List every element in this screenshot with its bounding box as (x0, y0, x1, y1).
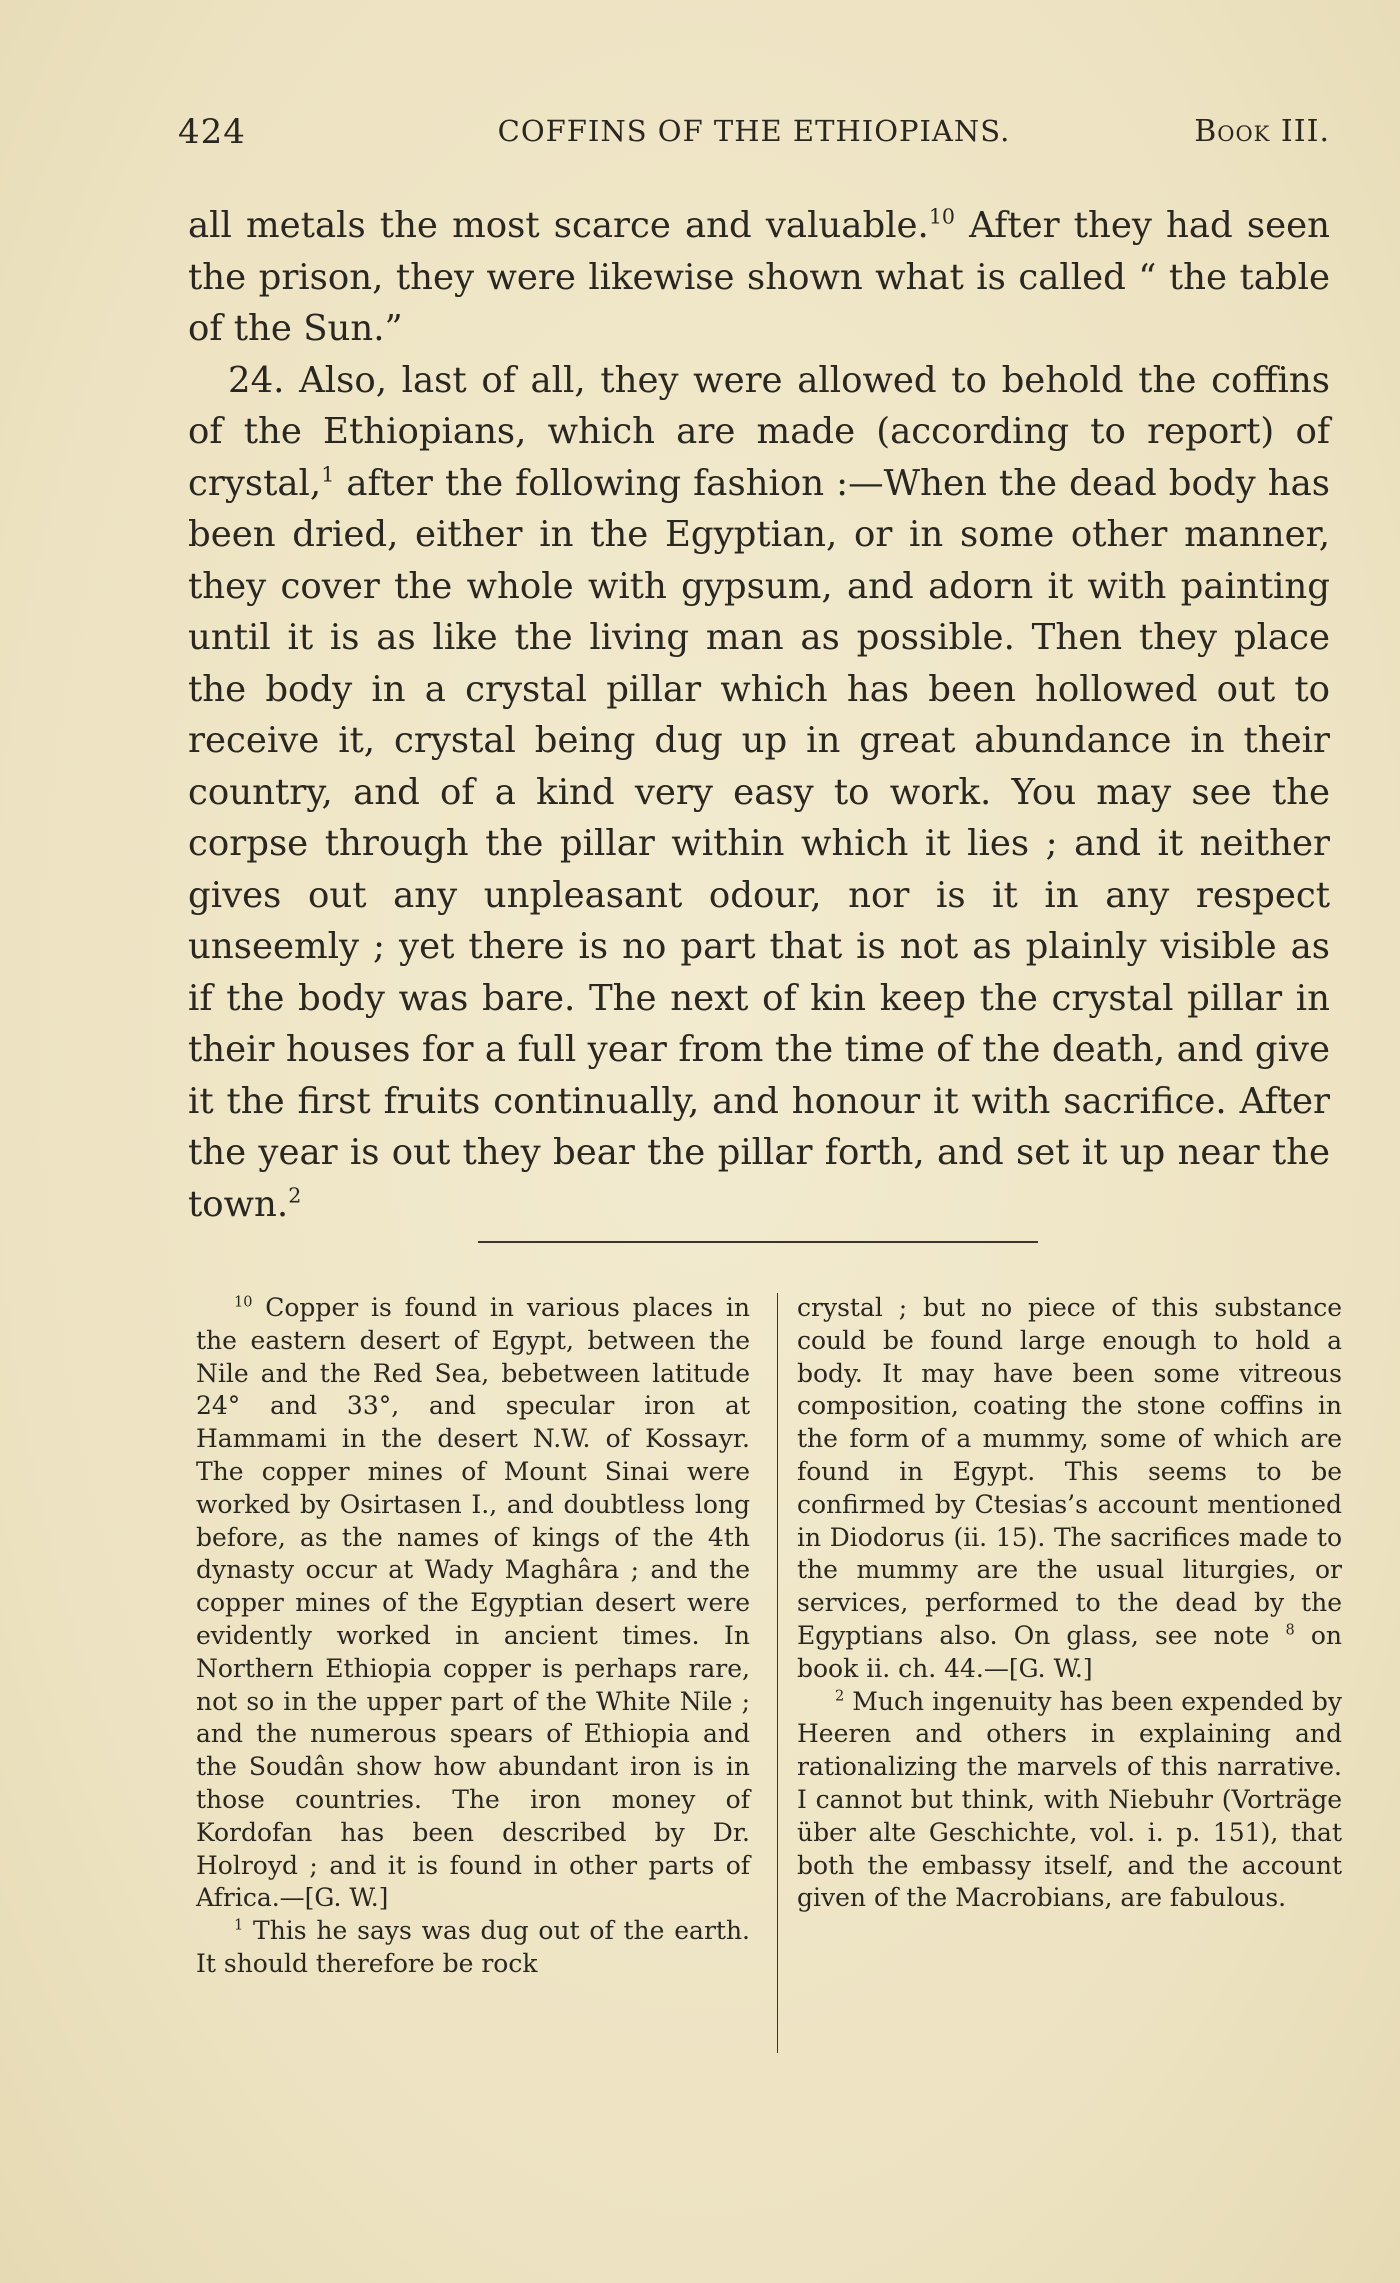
page-number: 424 (178, 112, 246, 152)
footnote-1-continued: crystal ; but no piece of this substance could be found large enough to hold a body. It may have been some vitreous composition, coating the stone coffins in the form of a mummy, some of which are found in Egypt. This seems to be confirmed by Ctesias’s account mentioned in Diodorus (ii. 15). The sacrifices made to the mummy are the usual liturgies, or services, performed to the dead by the Egyptians also. On glass, see note $^8$ on book ii. ch. 44.—[G. W.] (797, 1293, 1342, 1683)
footnote-rule (478, 1241, 1038, 1243)
footnotes-left-column (196, 1292, 750, 1981)
running-title: COFFINS OF THE ETHIOPIANS. (497, 114, 1011, 148)
paragraph-continuation: all metals the most scarce and valuable.$^{10}$ After they had seen the prison, they were likewise shown what is called “ the table of the Sun.” (188, 204, 1330, 349)
main-text (188, 200, 1330, 1230)
paragraph-24: 24. Also, last of all, they were allowed to behold the coffins of the Ethiopians, which are made (according to report) of crystal,$^1$ after the following fashion :—When the dead body has been dried, either in the Egyptian, or in some other manner, they cover the whole with gypsum, and adorn it with painting until it is as like the living man as possible. Then they place the body in a crystal pillar which has been hollowed out to receive it, crystal being dug up in great abundance in their country, and of a kind very easy to work. You may see the corpse through the pillar within which it lies ; and it neither gives out any unpleasant odour, nor is it in any respect unseemly ; yet there is no part that is not as plainly visible as if the body was bare. The next of kin keep the crystal pillar in their houses for a full year from the time of the death, and give it the first fruits continually, and honour it with sacrifice. After the year is out they bear the pillar forth, and set it up near the town.$^2$ (188, 359, 1330, 1225)
footnote-1: $^1$ This he says was dug out of the earth. It should therefore be rock (196, 1916, 750, 1978)
footnote-ref-2: 2 (288, 1183, 302, 1208)
column-divider (777, 1293, 778, 2053)
book-label: Book III. (1194, 114, 1330, 149)
footnote-10: $^{10}$ Copper is found in various places in the eastern desert of Egypt, between the Nile and the Red Sea, bebetween latitude 24° and 33°, and specular iron at Hammami in the desert N.W. of Kossayr. The copper mines of Mount Sinai were worked by Osirtasen I., and doubtless long before, as the names of kings of the 4th dynasty occur at Wady Maghâra ; and the copper mines of the Egyptian desert were evidently worked in ancient times. In Northern Ethiopia copper is perhaps rare, not so in the upper part of the White Nile ; and the numerous spears of Ethiopia and the Soudân show how abundant iron is in those countries. The iron money of Kordofan has been described by Dr. Holroyd ; and it is found in other parts of Africa.—[G. W.] (196, 1293, 750, 1913)
footnote-ref-1: 1 (321, 462, 335, 487)
footnotes-right-column (797, 1292, 1342, 1915)
running-header (178, 112, 1330, 162)
footnote-2: $^2$ Much ingenuity has been expended by Heeren and others in explaining and rationalizing the marvels of this narrative. I cannot but think, with Niebuhr (Vorträge über alte Geschichte, vol. i. p. 151), that both the embassy itself, and the account given of the Macrobians, are fabulous. (797, 1686, 1342, 1913)
footnote-ref-10: 10 (928, 204, 956, 229)
